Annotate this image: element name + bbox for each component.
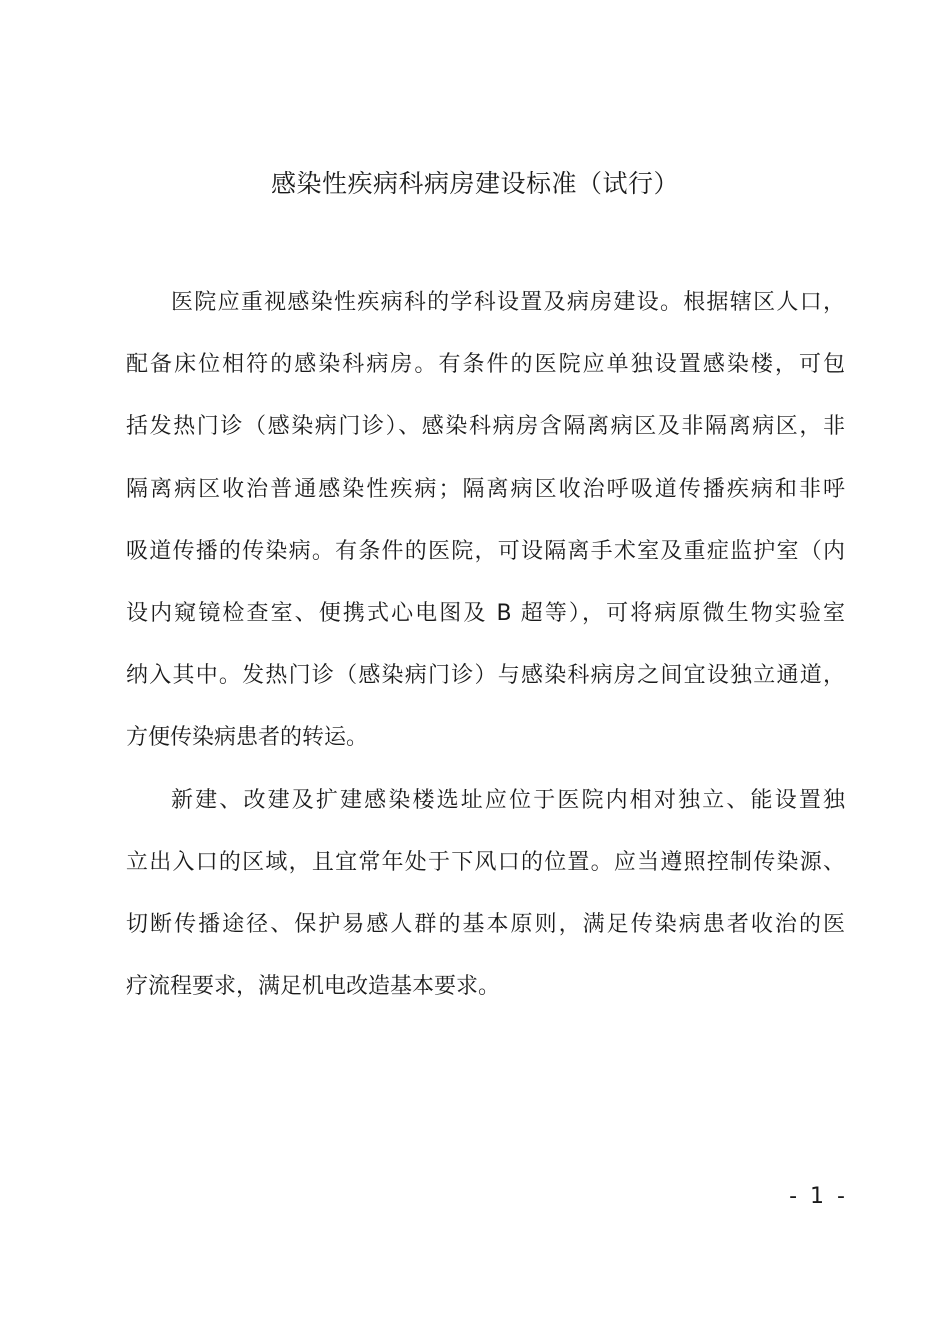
document-title: 感染性疾病科病房建设标准（试行） [270,169,679,198]
page-number: - 1 - [789,1184,848,1209]
paragraph-1-line-3: 括发热门诊（感染病门诊）、感染科病房含隔离病区及非隔离病区，非 [126,414,845,439]
paragraph-1-line-1: 医院应重视感染性疾病科的学科设置及病房建设。根据辖区人口， [171,290,845,315]
paragraph-2-line-3: 切断传播途径、保护易感人群的基本原则，满足传染病患者收治的医 [126,912,845,937]
paragraph-1-line-4: 隔离病区收治普通感染性疾病；隔离病区收治呼吸道传播疾病和非呼 [126,477,845,502]
paragraph-1-line-2: 配备床位相符的感染科病房。有条件的医院应单独设置感染楼，可包 [126,352,845,377]
paragraph-1-line-8: 方便传染病患者的转运。 [126,725,369,750]
paragraph-1-line-5: 吸道传播的传染病。有条件的医院，可设隔离手术室及重症监护室（内 [126,539,845,564]
paragraph-1-line-6: 设内窥镜检查室、便携式心电图及 B 超等），可将病原微生物实验室 [126,601,845,626]
paragraph-2-line-2: 立出入口的区域，且宜常年处于下风口的位置。应当遵照控制传染源、 [126,850,845,875]
paragraph-2-line-1: 新建、改建及扩建感染楼选址应位于医院内相对独立、能设置独 [171,788,845,813]
paragraph-2-line-4: 疗流程要求，满足机电改造基本要求。 [126,974,501,999]
paragraph-1-line-7: 纳入其中。发热门诊（感染病门诊）与感染科病房之间宜设独立通道， [126,663,845,688]
